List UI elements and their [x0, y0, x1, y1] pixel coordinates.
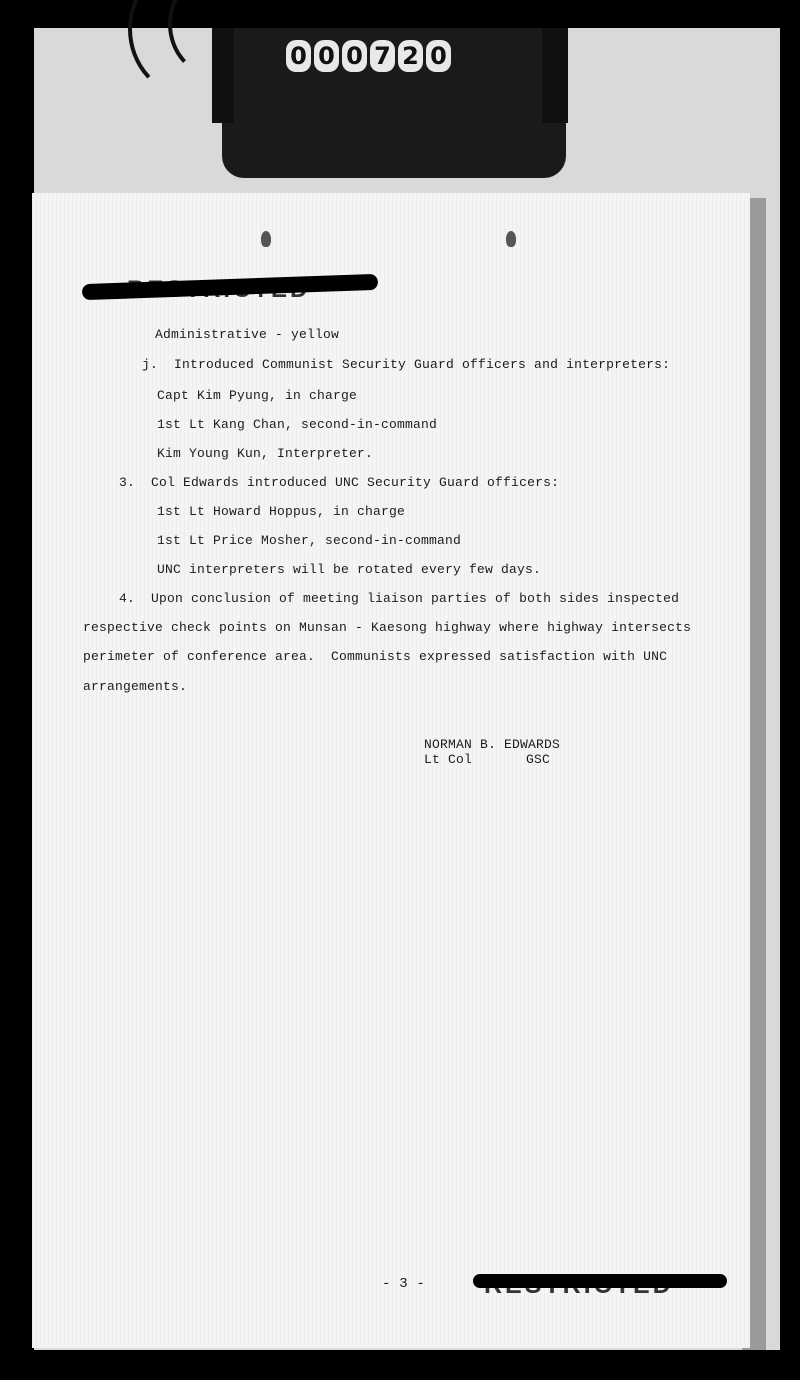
counter-digit: 2	[398, 40, 423, 72]
doc-line-kim-young-kun: Kim Young Kun, Interpreter.	[157, 446, 374, 461]
signature-name: NORMAN B. EDWARDS	[424, 737, 561, 752]
doc-line-unc-interpreters: UNC interpreters will be rotated every few days.	[157, 562, 542, 577]
counter-digit: 0	[342, 40, 367, 72]
punch-hole-right	[506, 231, 516, 247]
signature-branch: GSC	[526, 752, 551, 767]
doc-line-price-mosher: 1st Lt Price Mosher, second-in-command	[157, 533, 462, 548]
doc-line-item-4-1: 4. Upon conclusion of meeting liaison parties of both sides inspected	[119, 591, 680, 606]
doc-line-howard-hoppus: 1st Lt Howard Hoppus, in charge	[157, 504, 406, 519]
punch-hole-left	[261, 231, 271, 247]
page-number: - 3 -	[382, 1276, 426, 1292]
doc-line-item-4-4: arrangements.	[83, 679, 188, 694]
doc-line-item-3: 3. Col Edwards introduced UNC Security Guard officers:	[119, 475, 560, 490]
doc-line-item-4-2: respective check points on Munsan - Kaesong highway where highway intersects	[83, 620, 692, 635]
counter-digit: 0	[286, 40, 311, 72]
redaction-strike-footer	[473, 1274, 727, 1288]
doc-line-kim-pyung: Capt Kim Pyung, in charge	[157, 388, 358, 403]
frame-counter-readout	[286, 40, 451, 74]
doc-line-item-j: j. Introduced Communist Security Guard officers and interpreters:	[142, 357, 671, 372]
counter-clamp-right	[542, 28, 568, 123]
document-page	[32, 193, 750, 1348]
counter-clamp-left	[212, 28, 234, 123]
signature-rank: Lt Col	[424, 752, 473, 767]
doc-line-item-4-3: perimeter of conference area. Communists expressed satisfaction with UNC	[83, 649, 668, 664]
counter-digit: 0	[426, 40, 451, 72]
doc-line-kang-chan: 1st Lt Kang Chan, second-in-command	[157, 417, 438, 432]
counter-digit: 0	[314, 40, 339, 72]
counter-digit: 7	[370, 40, 395, 72]
doc-line-administrative: Administrative - yellow	[155, 327, 340, 342]
